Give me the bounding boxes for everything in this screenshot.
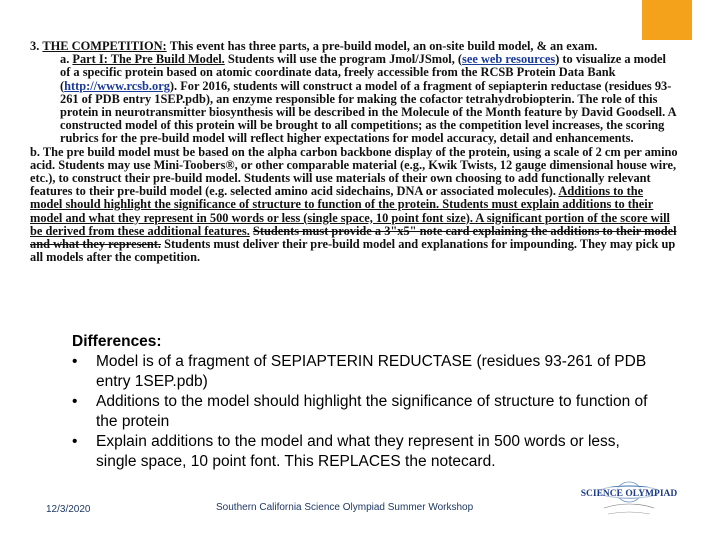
list-item: • Explain additions to the model and what they represent in 500 words or less, single space, 10 point font. This REPLACES the notecard. — [72, 432, 662, 472]
accent-corner-box — [642, 0, 692, 40]
part-a-paragraph: a. Part I: The Pre Build Model. Students will use the program Jmol/JSmol, (see web resources) to visualize a model of a specific protein based on atomic coordinate data, freely accessible from the RCSB Protein Data Bank (http://www.rcsb.org). For 2016, students will construct a model of a fragment of sepiapterin reductase (residues 93-261 of PDB entry 1SEP.pdb), an enzyme responsible for making the cofactor tetrahydrobiopterin. The role of this protein in neurotransmitter biosynthesis will be described in the Molecule of the Month feature by David Goodsell. A constructed model of this protein will be brought to all competitions; as the competition level increases, the scoring rubrics for the pre-build model will reflect higher expectations for model accuracy, detail and enhancements. — [60, 52, 676, 146]
footer-text: Southern California Science Olympiad Summer Workshop — [216, 502, 474, 513]
part-b-paragraph: b. The pre build model must be based on the alpha carbon backbone display of the protein, using a scale of 2 cm per amino acid. Students may use Mini-Toobers®, or other comparable material (e.g., Kwik Twists, 12 gauge dimensional house wire, etc.), to construct their pre-build model. Students will use materials of their own choosing to add functionally relevant features to their pre-build model (e.g. selected amino acid sidechains, DNA or associated molecules). Additions to the model should highlight the significance of structure to function of the protein. Students must explain additions to their model and what they represent in 500 words or less (single space, 10 point font size). A significant portion of the score will be derived from these additional features. Students must provide a 3"x5" note card explaining the additions to their model and what they represent. Students must deliver their pre-build model and explanations for impounding. They may pick up all models after the competition. — [30, 144, 678, 265]
logo-text: SCIENCE OLYMPIAD — [580, 489, 678, 499]
differences-title: Differences: — [72, 333, 162, 350]
science-olympiad-logo — [574, 478, 684, 526]
differences-list — [72, 352, 662, 472]
additions-emphasis: Additions to the model should highlight the significance of structure to function of the protein. Students must explain additions to their model and what they represent in 500 words or less (single space, 10 point font size). A significant portion of the score will be derived from these additional features. — [30, 184, 670, 238]
footer-date: 12/3/2020 — [46, 504, 91, 515]
struck-notecard-text: Students must provide a 3"x5" note card explaining the additions to their model and what they represent. — [30, 223, 677, 252]
scanned-rules-excerpt — [30, 40, 678, 312]
competition-heading-title: THE COMPETITION: — [42, 40, 167, 53]
web-resources-link[interactable]: see web resources — [462, 52, 556, 67]
differences-section — [72, 332, 662, 472]
list-item: • Additions to the model should highlight the significance of structure to function of the protein — [72, 392, 662, 432]
list-item: • Model is of a fragment of SEPIAPTERIN REDUCTASE (residues 93-261 of PDB entry 1SEP.pdb) — [72, 352, 662, 392]
rcsb-link[interactable]: http://www.rcsb.org — [64, 78, 170, 93]
competition-heading: 3. THE COMPETITION: This event has three parts, a pre-build model, an on-site build model, & an exam. — [30, 40, 598, 53]
